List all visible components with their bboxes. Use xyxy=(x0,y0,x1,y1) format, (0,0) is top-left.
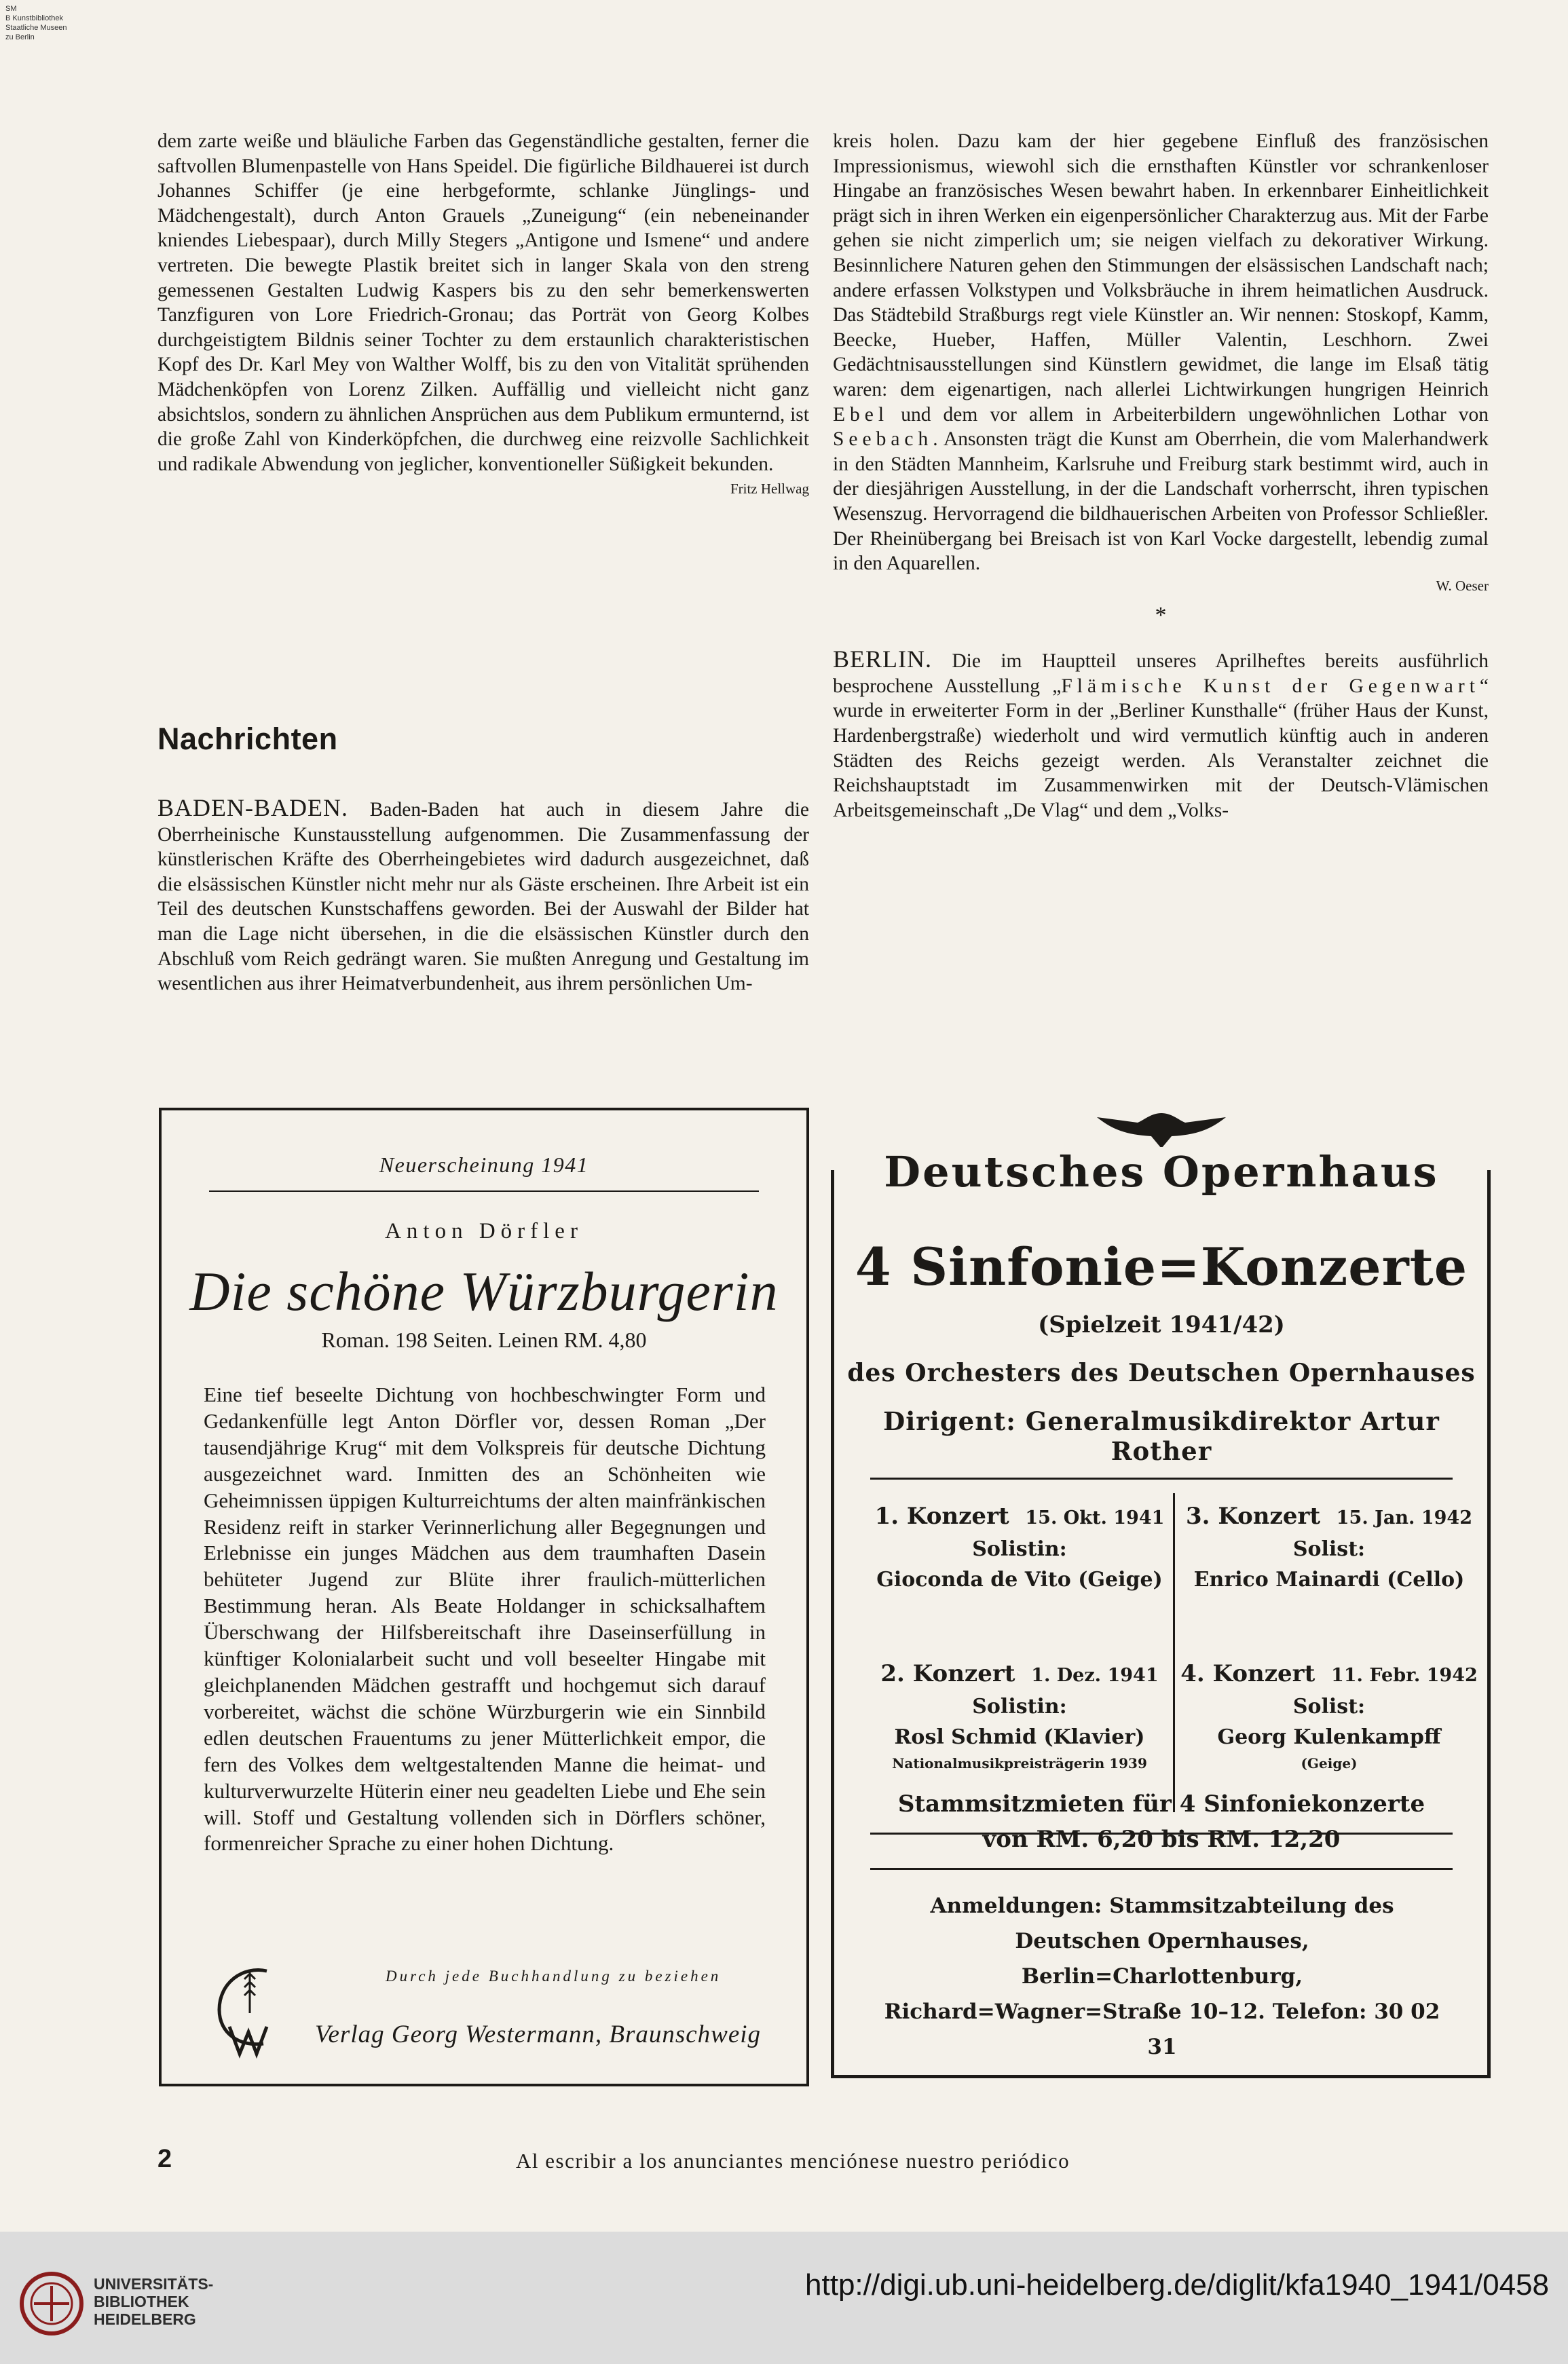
right-column xyxy=(833,129,1489,823)
left-column xyxy=(157,129,809,502)
soloist-name: Gioconda de Vito (Geige) xyxy=(876,1568,1163,1592)
divider xyxy=(870,1868,1453,1870)
concert-title xyxy=(870,1657,1169,1692)
publisher-name: Verlag Georg Westermann, Braunschweig xyxy=(315,2021,762,2048)
exhibition-title: Flämische Kunst der Gegenwart xyxy=(1061,675,1480,697)
ad-kicker: Neuerscheinung 1941 xyxy=(379,1152,589,1177)
concert-number: 1. Konzert xyxy=(874,1503,1009,1530)
library-stamp xyxy=(5,4,100,42)
divider xyxy=(209,1190,759,1192)
separator-star: * xyxy=(1155,602,1167,628)
page-number: 2 xyxy=(157,2145,172,2173)
library-footer-bar xyxy=(0,2232,1568,2364)
soloist-name: Georg Kulenkampff xyxy=(1217,1725,1441,1749)
book-title: Die schöne Würzburgerin xyxy=(189,1260,779,1322)
stamp-line: SM xyxy=(5,5,17,13)
availability-line: Durch jede Buchhandlung zu beziehen xyxy=(386,1968,722,1985)
concert-title xyxy=(1180,1500,1478,1535)
book-author: Anton Dörfler xyxy=(385,1219,583,1243)
soloist-note: Nationalmusikpreisträgerin 1939 xyxy=(892,1755,1147,1771)
divider xyxy=(870,1478,1453,1480)
library-name-line: UNIVERSITÄTS- xyxy=(94,2275,214,2293)
art-review-paragraph xyxy=(157,129,809,498)
seat-offer-line: Stammsitzmieten für 4 Sinfoniekonzerte xyxy=(897,1790,1425,1818)
continuation-text: kreis holen. Dazu kam der hier gegebene Einfluß des französischen Impressionismus, wiewohl sich die ernsthaften Künstler vor schrankenloser Hingabe an französisches Wesen bewahrt haben. In erkennbarer Einheitlichkeit prägt sich in ihren Werken ein eigenpersönlicher Charakterzug aus. Mit der Farbe gehen sie nicht zimperlich um; sie neigen vielfach zu dekorativer Wirkung. Besinnlichere Naturen gehen den Stimmungen der elsässischen Landschaft nach; andere erfassen Volkstypen und Volksbräuche in ihrem heimatlichen Ausdruck. Das Städtebild Straßburgs regt viele Künstler an. Wir nennen: Stoskopf, Kamm, Beecke, Hueber, Haffen, Müller Valentin, Leschhorn. Zwei Gedächtnisausstellungen sind Künstlern gewidmet, die lange im Elsaß tätig waren: dem eigenartigen, nach allerlei Lichtwirkungen hungrigen Heinrich xyxy=(833,130,1489,400)
opera-house-name xyxy=(829,1147,1493,1197)
berlin-text: Die im Hauptteil unseres Aprilheftes bereits ausführlich besprochene Ausstellung „ xyxy=(833,650,1489,697)
divider xyxy=(1173,1493,1175,1812)
signature: W. Oeser xyxy=(1436,577,1489,594)
opera-advertisement xyxy=(829,1108,1493,2085)
concert-entry xyxy=(1180,1657,1478,1774)
concert-title xyxy=(870,1500,1169,1535)
source-url-link[interactable]: http://digi.ub.uni-heidelberg.de/diglit/kfa1940_1941/0458 xyxy=(805,2268,1549,2302)
soloist-name: Rosl Schmid (Klavier) xyxy=(894,1725,1145,1749)
continuation-text: und dem vor allem in Arbeiterbildern ungewöhnlichen Lothar von xyxy=(901,403,1489,426)
library-name xyxy=(94,2275,213,2328)
soloist-label: Solist: xyxy=(1292,1695,1366,1719)
footer-note: Al escribir a los anunciantes menciónese nuestro periódico xyxy=(516,2149,1070,2173)
concert-date: 15. Jan. 1942 xyxy=(1336,1507,1472,1528)
orchestra-label: des Orchesters des Deutschen Opernhauses xyxy=(847,1359,1476,1387)
soloist-label: Solist: xyxy=(1292,1537,1366,1561)
artist-name: Seebach xyxy=(833,428,933,451)
stamp-line: zu Berlin xyxy=(5,33,35,41)
baden-article xyxy=(157,795,809,996)
dateline: BADEN-BADEN. xyxy=(157,794,348,821)
concert-entry xyxy=(870,1500,1169,1596)
artist-name: Ebel xyxy=(833,403,889,426)
publisher-logo-icon xyxy=(202,1959,291,2061)
soloist-name: Enrico Mainardi (Cello) xyxy=(1193,1568,1465,1592)
concert-date: 1. Dez. 1941 xyxy=(1031,1665,1159,1686)
baden-continuation xyxy=(833,129,1489,576)
seat-offer xyxy=(829,1786,1493,1857)
concert-number: 3. Konzert xyxy=(1185,1503,1321,1530)
seat-offer-price: von RM. 6,20 bis RM. 12,20 xyxy=(982,1826,1341,1853)
soloist-label: Solistin: xyxy=(972,1695,1067,1719)
eagle-emblem-icon xyxy=(1097,1108,1226,1150)
stamp-line: Staatliche Museen xyxy=(5,24,67,32)
concert-date: 15. Okt. 1941 xyxy=(1025,1507,1165,1528)
soloist-label: Solistin: xyxy=(972,1537,1067,1561)
soloist-note: (Geige) xyxy=(1301,1755,1358,1771)
berlin-text: “ wurde in erweiterter Form in der „Berliner Kunsthalle“ (früher Haus der Kunst, Hardenbergstraße) wiederholt und wird vermutlich künftig auch in anderen Städten des Reichs gezeigt werden. Als Veranstalter zeichnet die Reichshauptstadt im Zusammenwirken mit der Deutsch-Vlämischen Arbeitsgemeinschaft „De Vlag“ und dem „Volks- xyxy=(833,675,1489,821)
section-heading: Nachrichten xyxy=(157,721,338,756)
concert-entry xyxy=(870,1657,1169,1774)
concert-title xyxy=(1180,1657,1478,1692)
berlin-paragraph xyxy=(833,647,1489,823)
library-name-line: BIBLIOTHEK xyxy=(94,2293,189,2310)
registration-info: Anmeldungen: Stammsitzabteilung des Deutschen Opernhauses, Berlin=Charlottenburg, Richard=Wagner=Straße 10–12. Telefon: 30 02 31 xyxy=(884,1894,1440,2059)
book-advertisement xyxy=(159,1108,809,2086)
stamp-line: B Kunstbibliothek xyxy=(5,14,63,22)
library-name-line: HEIDELBERG xyxy=(94,2310,196,2328)
concert-date: 11. Febr. 1942 xyxy=(1330,1665,1478,1686)
concert-number: 2. Konzert xyxy=(880,1660,1015,1687)
concert-headline: 4 Sinfonie=Konzerte xyxy=(855,1237,1468,1297)
baden-paragraph xyxy=(157,795,809,996)
baden-text: Baden-Baden hat auch in diesem Jahre die Oberrheinische Kunstausstellung aufgenommen. Die Zusammenfassung der künstlerischen Kräfte des Oberrheingebietes wird dadurch ausgezeichnet, daß die elsässischen Künstler nicht mehr nur als Gäste erscheinen. Ihre Arbeit ist ein Teil des deutschen Kunstschaffens geworden. Bei der Auswahl der Bilder hat man die Lage nicht übersehen, in die die elsässischen Künstler durch den Abschluß vom Reich gedrängt waren. Sie mußten Anregung und Gestaltung im wesentlichen aus ihrer Heimatverbundenheit, aus ihrem persönlichen Um- xyxy=(157,799,809,995)
concert-entry xyxy=(1180,1500,1478,1596)
art-review-text: dem zarte weiße und bläuliche Farben das Gegenständliche gestalten, ferner die saftvollen Blumenpastelle von Hans Speidel. Die figürliche Bildhauerei ist durch Johannes Schiffer (je eine herbgeformte, schlanke Jünglings- und Mädchengestalt), durch Anton Grauels „Zuneigung“ (ein nebeneinander kniendes Liebespaar), durch Milly Stegers „Antigone und Ismene“ und andere vertreten. Die bewegte Plastik breitet sich in langer Skala von den streng gemessenen Gestalten Ludwig Kaspers bis zu den sehr bemerkenswerten Tanzfiguren von Lore Friedrich-Gronau; das Porträt von Georg Kolbes durchgeistigtem Bildnis seiner Tochter zu dem erstaunlich charakteristischen Kopf des Dr. Karl Mey von Walther Wolff, bis zu den von Vitalität sprühenden Mädchenköpfen von Lorenz Zilken. Auffällig und vielleicht nicht ganz absichtslos, sondern zu ähnlichen Ansprüchen aus dem Publikum ermunternd, ist die große Zahl von Kinderköpfchen, die durchweg eine reizvolle Sachlichkeit und radikale Abwendung von jeglicher, konventioneller Süßigkeit bekunden. xyxy=(157,130,809,475)
university-seal-icon xyxy=(19,2271,84,2336)
conductor-label: Dirigent: Generalmusikdirektor Artur Rother xyxy=(883,1406,1440,1466)
book-blurb: Eine tief beseelte Dichtung von hochbeschwingter Form und Gedankenfülle legt Anton Dörfler vor, dessen Roman „Der tausendjährige Krug“ mit dem Volkspreis für deutsche Dichtung ausgezeichnet ward. Inmitten des an Schönheiten wie Geheimnissen üppigen Kulturreichtums der alten mainfränkischen Residenz reift in starker Verinnerlichung aller Begegnungen und Erlebnisse ein junges Mädchen aus dem traumhaften Dasein behüteter Jugend zur Blüte ihrer fraulich-mütterlichen Bestimmung heran. Als Beate Holdanger in schicksalhaftem Überschwang der Hilfsbereitschaft ihre Daseinserfüllung in künftiger Kolonialarbeit sucht und voll beseelter Hingabe mit gleichplanenden Mädchen gestrafft und hochgemut sich darauf vorbereitet, wächst die schöne Würzburgerin wie ein Sinnbild edlen deutschen Frauentums zu jener Mütterlichkeit empor, die fern des Volkes dem weltgestaltenden Manne die heimat- und kulturverwurzelte Hüterin einer neu geadelten Liebe und Ehe sein will. Stoff und Gestaltung vollenden sich in Dörflers schöner, formenreicher Sprache zu einer hohen Dichtung. xyxy=(204,1383,766,1856)
concert-number: 4. Konzert xyxy=(1180,1660,1315,1687)
signature: Fritz Hellwag xyxy=(730,481,809,498)
book-details: Roman. 198 Seiten. Leinen RM. 4,80 xyxy=(321,1328,647,1352)
dateline: BERLIN. xyxy=(833,645,932,673)
opera-house-label: Deutsches Opernhaus xyxy=(874,1147,1448,1197)
season-label: (Spielzeit 1941/42) xyxy=(1038,1311,1285,1338)
continuation-text: . Ansonsten trägt die Kunst am Oberrhein, die vom Malerhandwerk in den Städten Mannheim, Karlsruhe und Freiburg stark bestimmt wird, auch in der diesjährigen Ausstellung, in der die Landschaft vorherrscht, ihren typischen Wesenszug. Hervorragend die bildhauerischen Arbeiten von Professor Schließler. Der Rheinübergang bei Breisach ist von Karl Vocke dargestellt, lebendig zumal in den Aquarellen. xyxy=(833,428,1489,575)
